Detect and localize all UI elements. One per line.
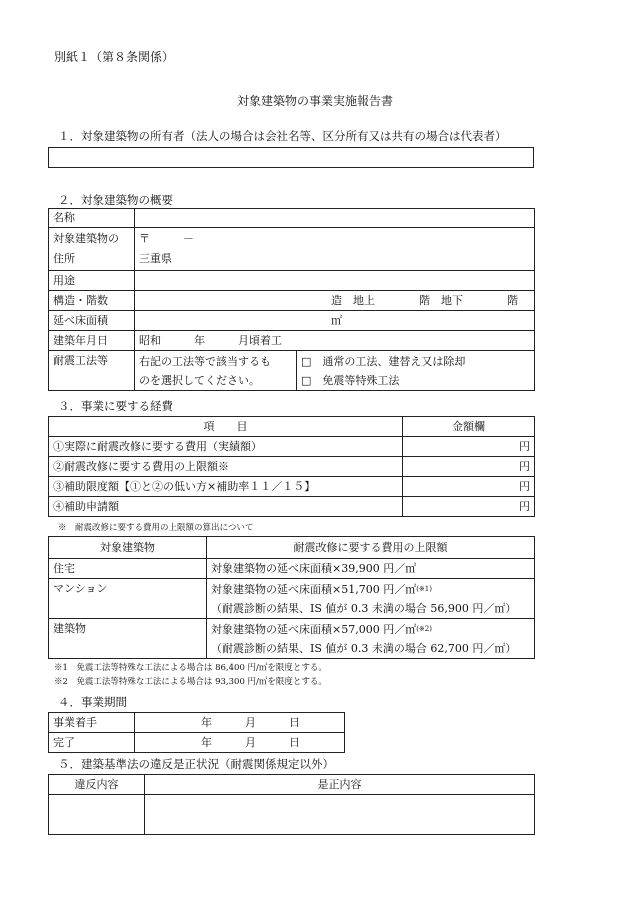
col-amount-header: 金額欄 [403, 417, 535, 437]
start-date-field[interactable]: 年 月 日 [135, 713, 345, 733]
build-date-field[interactable]: 昭和 年 月頃着工 [135, 331, 535, 351]
section-4-heading: ４．事業期間 [58, 695, 127, 709]
correction-col-header: 是正内容 [145, 775, 535, 795]
mansion-value: 対象建築物の延べ床面積×51,700 円／㎡$^{(※1)}$ （耐震診断の結果、IS 値が 0.3 未満の場合 56,900 円／㎡） [207, 579, 535, 619]
violation-col-header: 違反内容 [49, 775, 145, 795]
cost-row-amount[interactable]: 円 [403, 457, 535, 477]
cost-row-amount[interactable]: 円 [403, 497, 535, 517]
prefecture: 三重県 [139, 252, 172, 265]
owner-table [48, 147, 534, 168]
section-2-heading: ２．対象建築物の概要 [58, 193, 173, 207]
cost-row-label: ②耐震改修に要する費用の上限額※ [49, 457, 403, 477]
use-field[interactable] [135, 271, 535, 291]
section-1-heading: １．対象建築物の所有者（法人の場合は会社名等、区分所有又は共有の場合は代表者） [58, 129, 507, 143]
mansion-label: マンション [49, 579, 207, 619]
cost-row-label: ③補助限度額【①と②の低い方×補助率１１／１５】 [49, 477, 403, 497]
limit-col-amount: 耐震改修に要する費用の上限額 [207, 537, 535, 559]
cost-table [48, 416, 535, 517]
section-5-heading: ５．建築基準法の違反是正状況（耐震関係規定以外） [58, 757, 334, 771]
end-label: 完了 [49, 733, 135, 753]
cost-row-label: ④補助申請額 [49, 497, 403, 517]
owner-field[interactable] [49, 148, 534, 168]
cost-row-amount[interactable]: 円 [403, 477, 535, 497]
violation-field[interactable] [49, 795, 145, 835]
structure-label: 構造・階数 [49, 291, 135, 311]
section-3-heading: ３．事業に要する経費 [58, 399, 173, 413]
method-instruction: 右記の工法等で該当するも のを選択してください。 [135, 351, 297, 391]
page-title: 対象建築物の事業実施報告書 [236, 94, 393, 108]
method-options[interactable] [297, 351, 535, 391]
period-table [48, 712, 345, 753]
start-label: 事業着手 [49, 713, 135, 733]
limit-col-building: 対象建築物 [49, 537, 207, 559]
form-label: 別紙１（第８条関係） [54, 50, 175, 64]
option-seismic-isolation: □ 免震等特殊工法 [301, 373, 400, 387]
option-normal-method: □ 通常の工法、建替え又は除却 [301, 354, 466, 368]
address-field[interactable] [135, 228, 535, 271]
address-label: 対象建築物の 住所 [49, 228, 135, 271]
violation-table [48, 774, 535, 835]
name-field[interactable] [135, 209, 535, 228]
end-date-field[interactable]: 年 月 日 [135, 733, 345, 753]
house-value: 対象建築物の延べ床面積×39,900 円／㎡ [207, 559, 535, 579]
build-date-label: 建築年月日 [49, 331, 135, 351]
correction-field[interactable] [145, 795, 535, 835]
limit-note: ※ 耐震改修に要する費用の上限額の算出について [58, 523, 254, 533]
name-label: 名称 [49, 209, 135, 228]
house-label: 住宅 [49, 559, 207, 579]
limit-table [48, 536, 535, 659]
building-value: 対象建築物の延べ床面積×57,000 円／㎡$^{(※2)}$ （耐震診断の結果、IS 値が 0.3 未満の場合 62,700 円／㎡） [207, 619, 535, 659]
building-overview-table [48, 208, 535, 391]
building-label: 建築物 [49, 619, 207, 659]
postal-code: 〒 － [139, 232, 194, 245]
floor-area-label: 延べ床面積 [49, 311, 135, 331]
col-item-header: 項 目 [49, 417, 403, 437]
floor-area-field[interactable]: ㎡ [135, 311, 535, 331]
footnote-2: ※2 免震工法等特殊な工法による場合は 93,300 円/㎡を限度とする。 [54, 677, 327, 687]
cost-row-label: ①実際に耐震改修に要する費用（実績額） [49, 437, 403, 457]
use-label: 用途 [49, 271, 135, 291]
method-label: 耐震工法等 [49, 351, 135, 391]
cost-row-amount[interactable]: 円 [403, 437, 535, 457]
footnote-1: ※1 免震工法等特殊な工法による場合は 86,400 円/㎡を限度とする。 [54, 663, 327, 673]
structure-field[interactable]: 造 地上 階 地下 階 [135, 291, 535, 311]
